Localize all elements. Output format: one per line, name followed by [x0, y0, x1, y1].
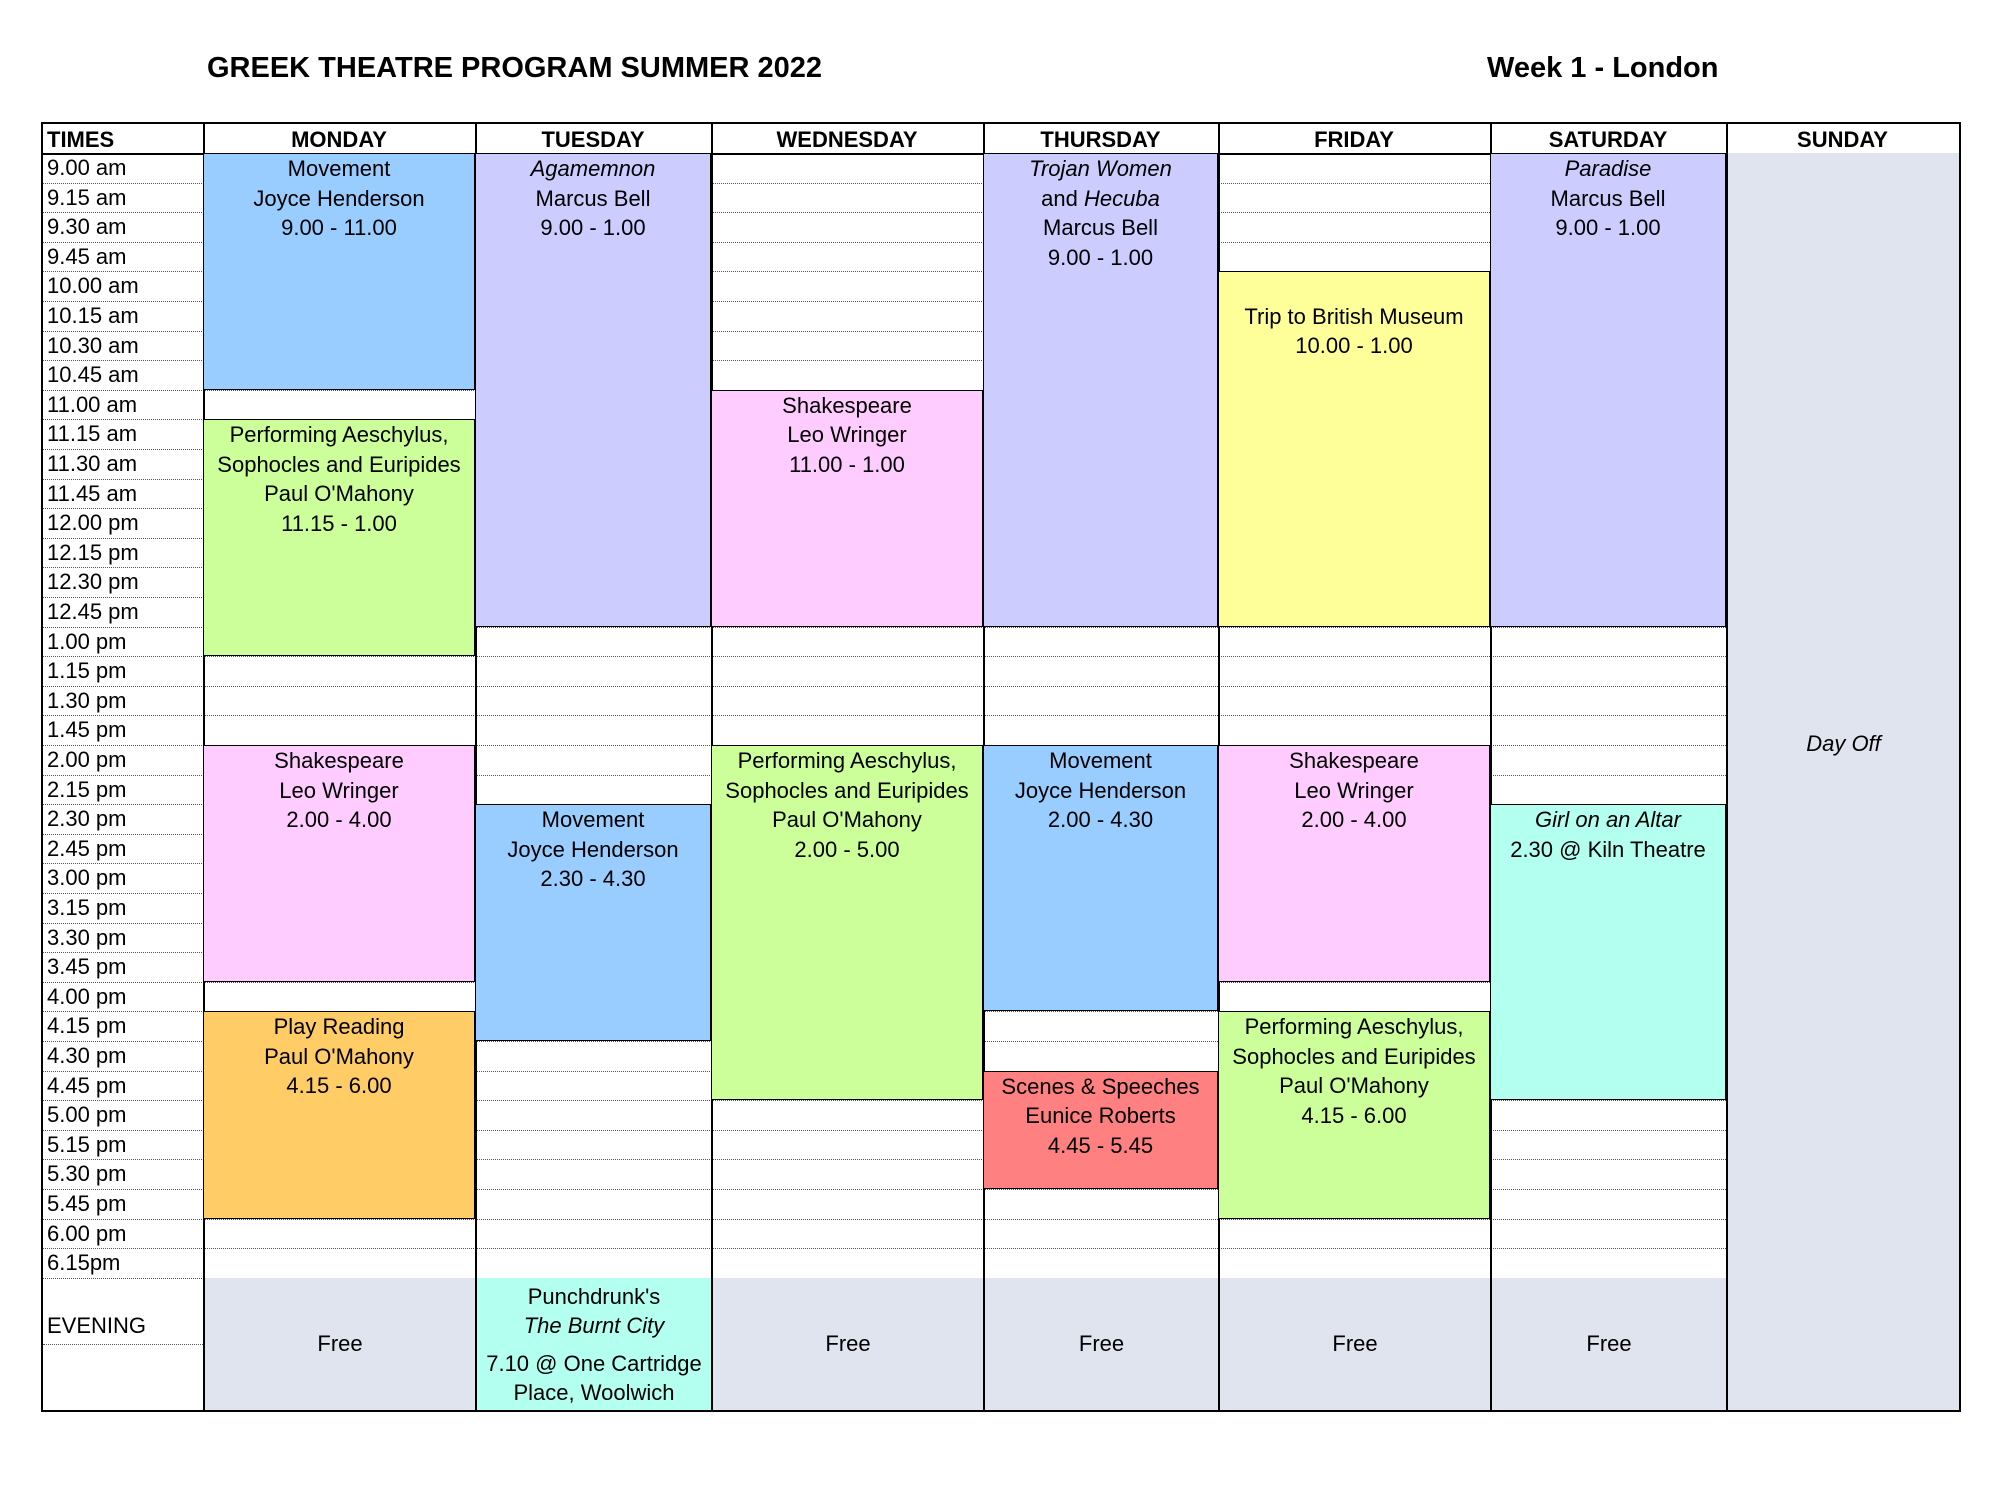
time-label: 3.15 pm [47, 895, 127, 920]
event-text-line [1491, 805, 1725, 835]
event-text: Agamemnon [530, 156, 656, 181]
event-text: Movement [541, 807, 645, 833]
event-text: Joyce Henderson [507, 836, 679, 862]
column-header-thursday: THURSDAY [1040, 127, 1161, 152]
event-text-line [984, 776, 1217, 806]
column-header-wednesday: WEDNESDAY [776, 127, 918, 152]
time-label: 12.15 pm [47, 539, 139, 565]
time-label: 3.45 pm [47, 954, 127, 980]
event-text: Paul O'Mahony [772, 807, 922, 832]
event-text: 2.30 @ Kiln Theatre [1510, 836, 1706, 862]
event-text-line [204, 479, 474, 509]
event-block[interactable] [1218, 1011, 1490, 1218]
event-text-line [712, 835, 982, 865]
time-label: 1.00 pm [47, 628, 127, 654]
time-label: 9.15 am [47, 184, 127, 210]
event-block[interactable] [1218, 745, 1490, 982]
event-text-line [1219, 1101, 1489, 1131]
event-text: 2.00 - 4.00 [286, 807, 392, 832]
time-label: 9.45 am [47, 243, 127, 269]
event-text-italic: Hecuba [1083, 185, 1160, 211]
time-label: 2.30 pm [47, 806, 127, 832]
evening-text: Free [1332, 1330, 1378, 1356]
event-text: Girl on an Altar [1535, 807, 1681, 833]
time-label: 4.30 pm [47, 1043, 127, 1068]
event-text: Leo Wringer [1294, 777, 1414, 803]
event-text-line [712, 805, 982, 835]
schedule-grid [41, 122, 1961, 1412]
event-text: Performing Aeschylus, [1244, 1014, 1464, 1040]
time-label: 1.45 pm [47, 717, 127, 743]
time-label: 4.15 pm [47, 1013, 127, 1039]
event-text: 4.15 - 6.00 [286, 1073, 392, 1099]
time-label: 4.00 pm [47, 983, 127, 1009]
event-text-line [1219, 776, 1489, 806]
time-label: 10.15 am [47, 303, 139, 328]
time-label: 2.15 pm [47, 776, 127, 802]
column-header-tuesday: TUESDAY [541, 127, 645, 152]
event-block[interactable] [983, 1071, 1218, 1189]
event-text-line [476, 805, 710, 835]
time-label: 12.30 pm [47, 569, 139, 595]
time-label: 10.00 am [47, 273, 139, 299]
column-header-monday: MONDAY [291, 127, 387, 152]
event-text-line [476, 213, 710, 243]
event-block[interactable] [983, 153, 1218, 627]
sunday-day-off-cell[interactable] [1726, 153, 1959, 1410]
event-text: 4.15 - 6.00 [1301, 1102, 1407, 1128]
row-divider [43, 1344, 203, 1345]
evening-cell[interactable] [1218, 1278, 1490, 1410]
event-text: Shakespeare [1289, 748, 1419, 773]
event-text: Play Reading [273, 1014, 405, 1040]
event-text: Performing Aeschylus, [737, 748, 957, 773]
event-block[interactable] [203, 419, 475, 656]
time-label: 6.00 pm [47, 1220, 127, 1246]
time-label: 6.15pm [47, 1250, 121, 1276]
event-text: Trojan Women [1029, 156, 1172, 181]
event-text-line [984, 184, 1217, 214]
event-text-line [1219, 272, 1489, 302]
time-label: 11.00 am [47, 391, 138, 417]
time-label: 11.15 am [47, 421, 138, 447]
event-block[interactable] [203, 153, 475, 390]
event-block[interactable] [203, 1011, 475, 1218]
time-label: 5.00 pm [47, 1102, 127, 1128]
event-text: and [1041, 185, 1084, 211]
event-text: The Burnt City [523, 1313, 665, 1339]
evening-cell[interactable] [203, 1278, 475, 1410]
event-text-line [984, 805, 1217, 835]
event-text-line [984, 213, 1217, 243]
time-label: 2.45 pm [47, 835, 127, 861]
event-text-line [204, 509, 474, 539]
event-text: Scenes & Speeches [1001, 1073, 1200, 1099]
event-text-line [1491, 154, 1725, 184]
time-label: 9.00 am [47, 155, 127, 180]
event-text-line [984, 1131, 1217, 1161]
event-text: Shakespeare [782, 392, 912, 418]
event-text: Place, Woolwich [513, 1380, 675, 1406]
event-text-line [984, 1072, 1217, 1102]
event-text [1351, 274, 1357, 299]
evening-cell[interactable] [983, 1278, 1218, 1410]
evening-cell[interactable] [475, 1278, 711, 1410]
time-label: 1.30 pm [47, 687, 127, 713]
event-text-line [1491, 213, 1725, 243]
event-text: Performing Aeschylus, [229, 422, 449, 448]
event-text-line [712, 746, 982, 776]
time-label: 9.30 am [47, 214, 127, 240]
event-text-line [712, 391, 982, 421]
event-text: 4.45 - 5.45 [1047, 1132, 1154, 1158]
event-text: 9.00 - 1.00 [1047, 244, 1154, 270]
column-header-sunday: SUNDAY [1797, 127, 1888, 152]
time-label: 11.30 am [47, 451, 138, 476]
event-text: Marcus Bell [1550, 185, 1666, 211]
time-label: 5.45 pm [47, 1191, 127, 1216]
event-text-line [712, 776, 982, 806]
column-header-friday: FRIDAY [1314, 127, 1394, 152]
event-text-line [476, 864, 710, 894]
event-text-line [984, 243, 1217, 273]
event-text-line [712, 450, 982, 480]
event-text: 11.00 - 1.00 [789, 451, 905, 477]
event-text: Paul O'Mahony [264, 1043, 414, 1069]
event-text: 7.10 @ One Cartridge [486, 1350, 702, 1376]
event-text-line [204, 1071, 474, 1101]
row-divider [43, 1219, 1726, 1220]
event-text-line [984, 154, 1217, 184]
event-text: 11.15 - 1.00 [281, 510, 397, 536]
event-text: Paul O'Mahony [1279, 1073, 1429, 1099]
event-text-line [1491, 835, 1725, 865]
time-label: 10.45 am [47, 362, 139, 388]
evening-cell[interactable] [711, 1278, 983, 1410]
event-text-line [477, 1282, 711, 1312]
row-divider [43, 1248, 1726, 1249]
row-divider [43, 686, 1726, 687]
event-text-line [477, 1311, 711, 1341]
time-label: 3.00 pm [47, 865, 127, 891]
event-text-line [204, 776, 474, 806]
time-label: 12.45 pm [47, 599, 139, 624]
event-text: 2.00 - 5.00 [794, 836, 900, 862]
event-text-line [1219, 331, 1489, 361]
event-text: Joyce Henderson [1014, 777, 1187, 803]
event-text: Leo Wringer [279, 777, 399, 803]
event-text-line [476, 154, 710, 184]
event-text: Paradise [1564, 156, 1652, 181]
event-text: Shakespeare [274, 748, 404, 773]
event-text-line [476, 184, 710, 214]
event-text-line [1491, 184, 1725, 214]
event-text-line [984, 1101, 1217, 1131]
event-text: Joyce Henderson [253, 185, 425, 211]
event-block[interactable] [711, 390, 983, 627]
time-label: 1.15 pm [47, 658, 127, 684]
event-text-line [477, 1349, 711, 1379]
event-text: 2.30 - 4.30 [540, 866, 646, 892]
event-text: Trip to British Museum [1244, 303, 1464, 329]
event-text-line [204, 1012, 474, 1042]
event-text-line [204, 746, 474, 776]
time-label: 12.00 pm [47, 510, 139, 536]
event-text-line [712, 420, 982, 450]
event-text: Movement [287, 156, 391, 181]
time-label: 11.45 am [47, 480, 138, 506]
event-text: Sophocles and Euripides [217, 451, 461, 477]
event-text: 9.00 - 1.00 [540, 215, 646, 240]
event-block[interactable] [711, 745, 983, 1100]
event-text: Leo Wringer [787, 422, 907, 448]
event-text-line [1219, 746, 1489, 776]
event-text-line [984, 746, 1217, 776]
event-text: 9.00 - 1.00 [1555, 215, 1661, 240]
evening-text: Free [825, 1330, 871, 1356]
time-label: 5.15 pm [47, 1131, 127, 1157]
event-text: 9.00 - 11.00 [281, 215, 397, 240]
page-title: GREEK THEATRE PROGRAM SUMMER 2022 [207, 52, 822, 84]
week-label: Week 1 - London [1487, 52, 1719, 84]
event-text: Movement [1049, 748, 1152, 773]
time-label: 5.30 pm [47, 1161, 127, 1187]
event-text-line [1219, 1012, 1489, 1042]
event-text-line [204, 805, 474, 835]
evening-text: Free [1586, 1330, 1632, 1356]
event-text-line [204, 1042, 474, 1072]
event-text-line [204, 450, 474, 480]
event-text-line [1219, 1071, 1489, 1101]
event-block[interactable] [475, 804, 711, 1041]
event-block[interactable] [475, 153, 711, 627]
time-label: 2.00 pm [47, 747, 127, 772]
evening-text: Free [1078, 1330, 1125, 1356]
line-gap [477, 1341, 711, 1349]
event-block[interactable] [1490, 153, 1726, 627]
event-text-line [477, 1378, 711, 1408]
event-text: Sophocles and Euripides [725, 777, 969, 803]
event-text: 10.00 - 1.00 [1295, 333, 1413, 359]
event-text-line [1219, 302, 1489, 332]
evening-cell[interactable] [1490, 1278, 1726, 1410]
event-text-line [204, 213, 474, 243]
event-text-line [204, 184, 474, 214]
evening-text: Free [317, 1330, 363, 1356]
day-off-text: Day Off [1806, 731, 1881, 756]
evening-label: EVENING [47, 1312, 147, 1338]
event-text: Paul O'Mahony [264, 481, 414, 507]
event-block[interactable] [203, 745, 475, 982]
column-header-saturday: SATURDAY [1548, 127, 1668, 152]
event-text: 2.00 - 4.00 [1301, 807, 1407, 832]
row-divider [43, 715, 1726, 716]
event-text-line [204, 154, 474, 184]
event-block[interactable] [1490, 804, 1726, 1100]
event-text: 2.00 - 4.30 [1047, 807, 1154, 832]
time-label: 3.30 pm [47, 924, 127, 950]
event-block[interactable] [1218, 271, 1490, 626]
time-label: 4.45 pm [47, 1072, 127, 1098]
event-text-line [1219, 1042, 1489, 1072]
event-text: Marcus Bell [1043, 215, 1158, 240]
event-text: Eunice Roberts [1025, 1103, 1176, 1129]
event-text-line [476, 835, 710, 865]
event-text-line [204, 420, 474, 450]
row-divider [43, 656, 1726, 657]
event-text-line [1219, 805, 1489, 835]
event-block[interactable] [983, 745, 1218, 1011]
time-label: 10.30 am [47, 332, 139, 358]
event-text: Punchdrunk's [527, 1283, 661, 1309]
event-text: Sophocles and Euripides [1232, 1043, 1476, 1069]
column-header-times: TIMES [47, 127, 115, 152]
event-text: Marcus Bell [535, 185, 651, 211]
